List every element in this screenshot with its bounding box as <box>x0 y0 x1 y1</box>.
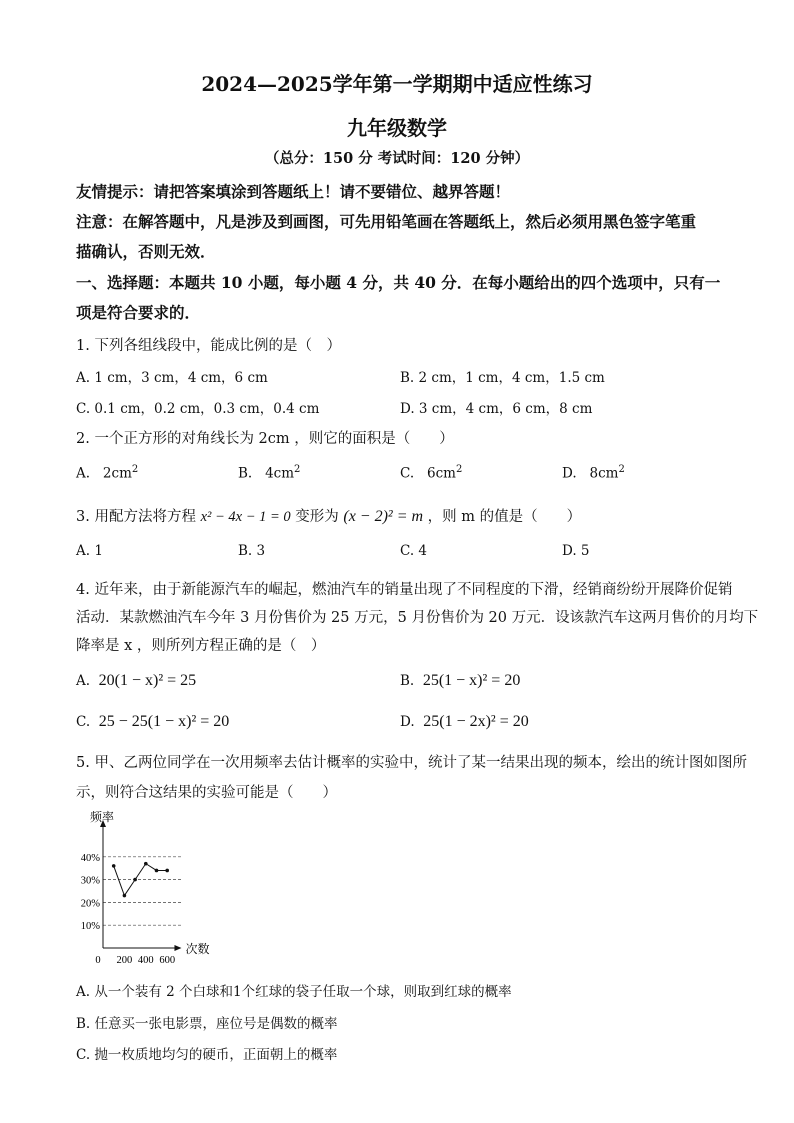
q4-option-b: B. 25(1 − x)² = 20 <box>400 672 521 689</box>
data-point <box>144 862 148 866</box>
q2-option-d: D. $8cm^2$ <box>562 464 625 482</box>
q4-stem-line-3: 降率是 x ，则所列方程正确的是（ ） <box>76 638 326 654</box>
q3-option-d: D. 5 <box>562 543 590 559</box>
q4-stem-line-1: 4. 近年来，由于新能源汽车的崛起，燃油汽车的销量出现了不同程度的下滑，经销商纷纷开展降价促销 <box>76 582 733 598</box>
section-heading-line-2: 项是符合要求的． <box>76 303 201 322</box>
q1-option-b: B. 2 cm，1 cm，4 cm，1.5 cm <box>400 370 605 386</box>
q5-option-a: A. 从一个装有 2 个白球和1个红球的袋子任取一个球，则取到红球的概率 <box>76 984 512 1000</box>
q5-option-b: B. 任意买一张电影票，座位号是偶数的概率 <box>76 1016 338 1032</box>
x-axis-title: 次数 <box>185 942 210 956</box>
q3-equation-original: x² − 4x − 1 = 0 <box>200 509 291 525</box>
x-tick-label: 400 <box>137 955 154 966</box>
q2-option-b: B. $4cm^2$ <box>238 464 301 482</box>
frequency-line-chart <box>70 808 310 968</box>
q1-option-a: A. 1 cm，3 cm，4 cm，6 cm <box>76 370 268 386</box>
data-point <box>133 878 137 882</box>
note-line-2: 描确认，否则无效． <box>76 242 216 261</box>
q2-stem: 2. 一个正方形的对角线长为 2cm ，则它的面积是（ ） <box>76 431 454 447</box>
q4-option-c: C. 25 − 25(1 − x)² = 20 <box>76 713 230 730</box>
q1-option-d: D. 3 cm，4 cm，6 cm，8 cm <box>400 401 593 417</box>
exam-title: 2024—2025学年第一学期期中适应性练习 <box>201 72 593 96</box>
q3-option-c: C. 4 <box>400 543 428 559</box>
q4-option-d: D. 25(1 − 2x)² = 20 <box>400 713 529 730</box>
q3-equation-transformed: (x − 2)² = m <box>343 508 424 525</box>
chart-axes <box>100 820 181 951</box>
q2-option-c: C. $6cm^2$ <box>400 464 463 482</box>
data-point <box>155 869 159 873</box>
q5-option-c: C. 抛一枚质地均匀的硬币，正面朝上的概率 <box>76 1047 338 1063</box>
y-tick-label: 40% <box>80 852 100 864</box>
q2-option-a: A. $2cm^2$ <box>76 464 139 482</box>
q4-option-a: A. 20(1 − x)² = 25 <box>76 672 197 689</box>
chart-labels <box>81 809 210 966</box>
note-line-1: 注意：在解答题中，凡是涉及到画图，可先用铅笔画在答题纸上，然后必须用黑色签字笔重 <box>76 212 697 231</box>
q3-option-a: A. 1 <box>76 543 103 559</box>
y-tick-label: 20% <box>80 898 100 910</box>
data-point <box>123 894 127 898</box>
q5-stem-line-2: 示，则符合这结果的实验可能是（ ） <box>76 785 337 801</box>
friendly-tip: 友情提示：请把答案填涂到答题纸上！请不要错位、越界答题！ <box>76 182 511 201</box>
data-point <box>165 869 169 873</box>
x-tick-label: 0 <box>95 955 101 966</box>
y-tick-label: 30% <box>80 875 100 887</box>
x-tick-label: 600 <box>159 955 176 966</box>
q4-stem-line-2: 活动．某款燃油汽车今年 3 月份售价为 25 万元，5 月份售价为 20 万元．设该款汽车这两月售价的月均下 <box>76 610 759 626</box>
q3-option-b: B. 3 <box>238 543 266 559</box>
x-axis-arrow <box>174 945 181 951</box>
x-tick-label: 200 <box>116 955 133 966</box>
q1-stem: 1. 下列各组线段中，能成比例的是（ ） <box>76 338 341 354</box>
q3-stem: 3. 用配方法将方程 x² − 4x − 1 = 0 变形为 (x − 2)² = m ，则 m 的值是（ ） <box>76 508 582 525</box>
score-time: （总分：150 分 考试时间：120 分钟） <box>264 150 530 167</box>
data-point <box>112 864 116 868</box>
q1-option-c: C. 0.1 cm，0.2 cm，0.3 cm，0.4 cm <box>76 401 320 417</box>
q5-stem-line-1: 5. 甲、乙两位同学在一次用频率去估计概率的实验中，统计了某一结果出现的频本，绘出的统计图如图所 <box>76 755 747 771</box>
y-axis-title: 频率 <box>90 810 115 824</box>
exam-subtitle: 九年级数学 <box>347 116 447 140</box>
y-tick-label: 10% <box>80 921 100 933</box>
section-heading-line-1: 一、选择题：本题共 10 小题，每小题 4 分，共 40 分．在每小题给出的四个选项中，只有一 <box>76 273 721 292</box>
